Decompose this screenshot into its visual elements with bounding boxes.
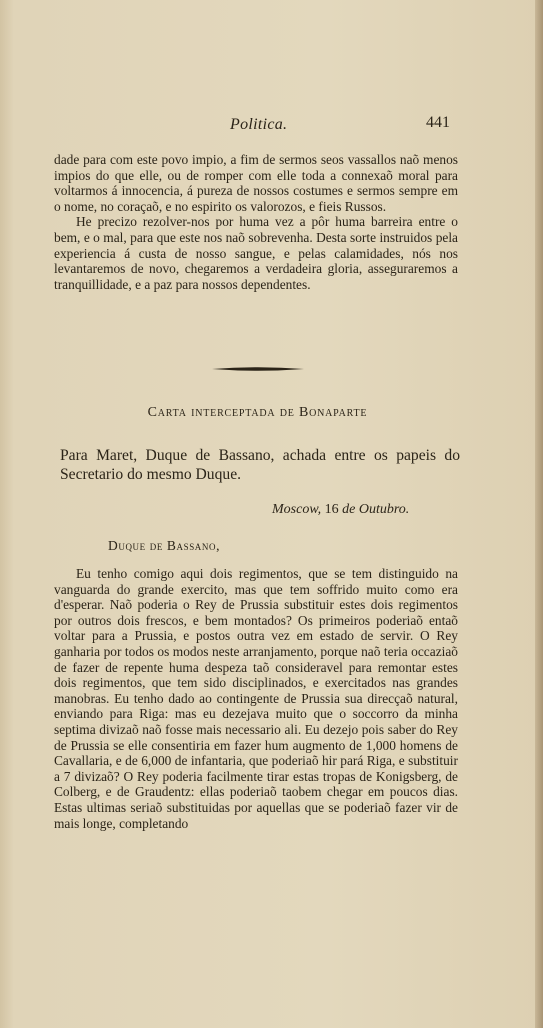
dateline-place: Moscow, [272, 502, 322, 517]
dateline [272, 502, 409, 518]
page-gutter-edge [535, 0, 543, 1028]
page-number: 441 [426, 114, 450, 131]
letter-heading: Carta interceptada de Bonaparte [147, 405, 368, 420]
top-text-block [54, 152, 458, 292]
paragraph: He precizo rezolver-nos por huma vez a pôr huma barreira entre o bem, e o mal, para que este nos naõ sobrevenha. Desta sorte instruidos pela experiencia á custa de nosso sangue, e pelas calamidades, nós nos levantaremos de novo, chegaremos a verdadeira gloria, asseguraremos a tranquillidade, e a paz para nossos dependentes. [54, 214, 458, 292]
section-divider-ornament [212, 366, 304, 372]
running-title: Politica. [230, 116, 288, 133]
paragraph-continuation: dade para com este povo impio, a fim de sermos seos vassallos naõ menos impios do que elle, ou de romper com elle toda a connexaõ moral para voltarmos á innocencia, á pureza de nossos costumes e sermos sempre em o nome, no coraçaõ, e no espirito os valorozos, e fieis Russos. [54, 152, 458, 214]
letter-body [54, 566, 458, 831]
running-head [0, 116, 543, 138]
dateline-month: de Outubro. [342, 502, 410, 517]
salutation: Duque de Bassano, [108, 538, 221, 553]
letter-subheading-text: Para Maret, Duque de Bassano, achada entre os papeis do Secretario do mesmo Duque. [60, 447, 460, 483]
letter-subheading [60, 446, 460, 484]
letter-body-paragraph: Eu tenho comigo aqui dois regimentos, que se tem distinguido na vanguarda do grande exercito, mas que tem soffrido muito como era d'esperar. Naõ poderia o Rey de Prussia substituir estes dois regimentos por outros dois frescos, e bem montados? Os primeiros poderiaõ entaõ voltar para a Prussia, e postos outra vez em estado de servir. O Rey ganharia por todos os modos neste arranjamento, porque naõ teria occaziaõ de fazer de repente huma despeza taõ consideravel para remontar estes dois regimentos, que tem sido disciplinados, e exercitados nas grandes manobras. Eu tenho dado ao contingente de Prussia sua direcçaõ natural, enviando para Riga: mas eu dezejava muito que o soccorro da minha septima divizaõ naõ fosse mais necessario ali. Eu dezejo pois saber do Rey de Prussia se elle consentiria em fazer hum augmento de 1,000 homens de Cavallaria, e de 6,000 de infantaria, que poderiaõ hir pará Riga, e substituir a 7 divizaõ? O Rey poderia facilmente tirar estas tropas de Konigsberg, de Colberg, e de Graudentz: ellas poderiaõ taobem chegar em poucos dias. Estas ultimas seriaõ substituidas por aquellas que se poderiaõ fazer vir de mais longe, completando [54, 566, 458, 831]
dateline-day: 16 [324, 502, 339, 517]
